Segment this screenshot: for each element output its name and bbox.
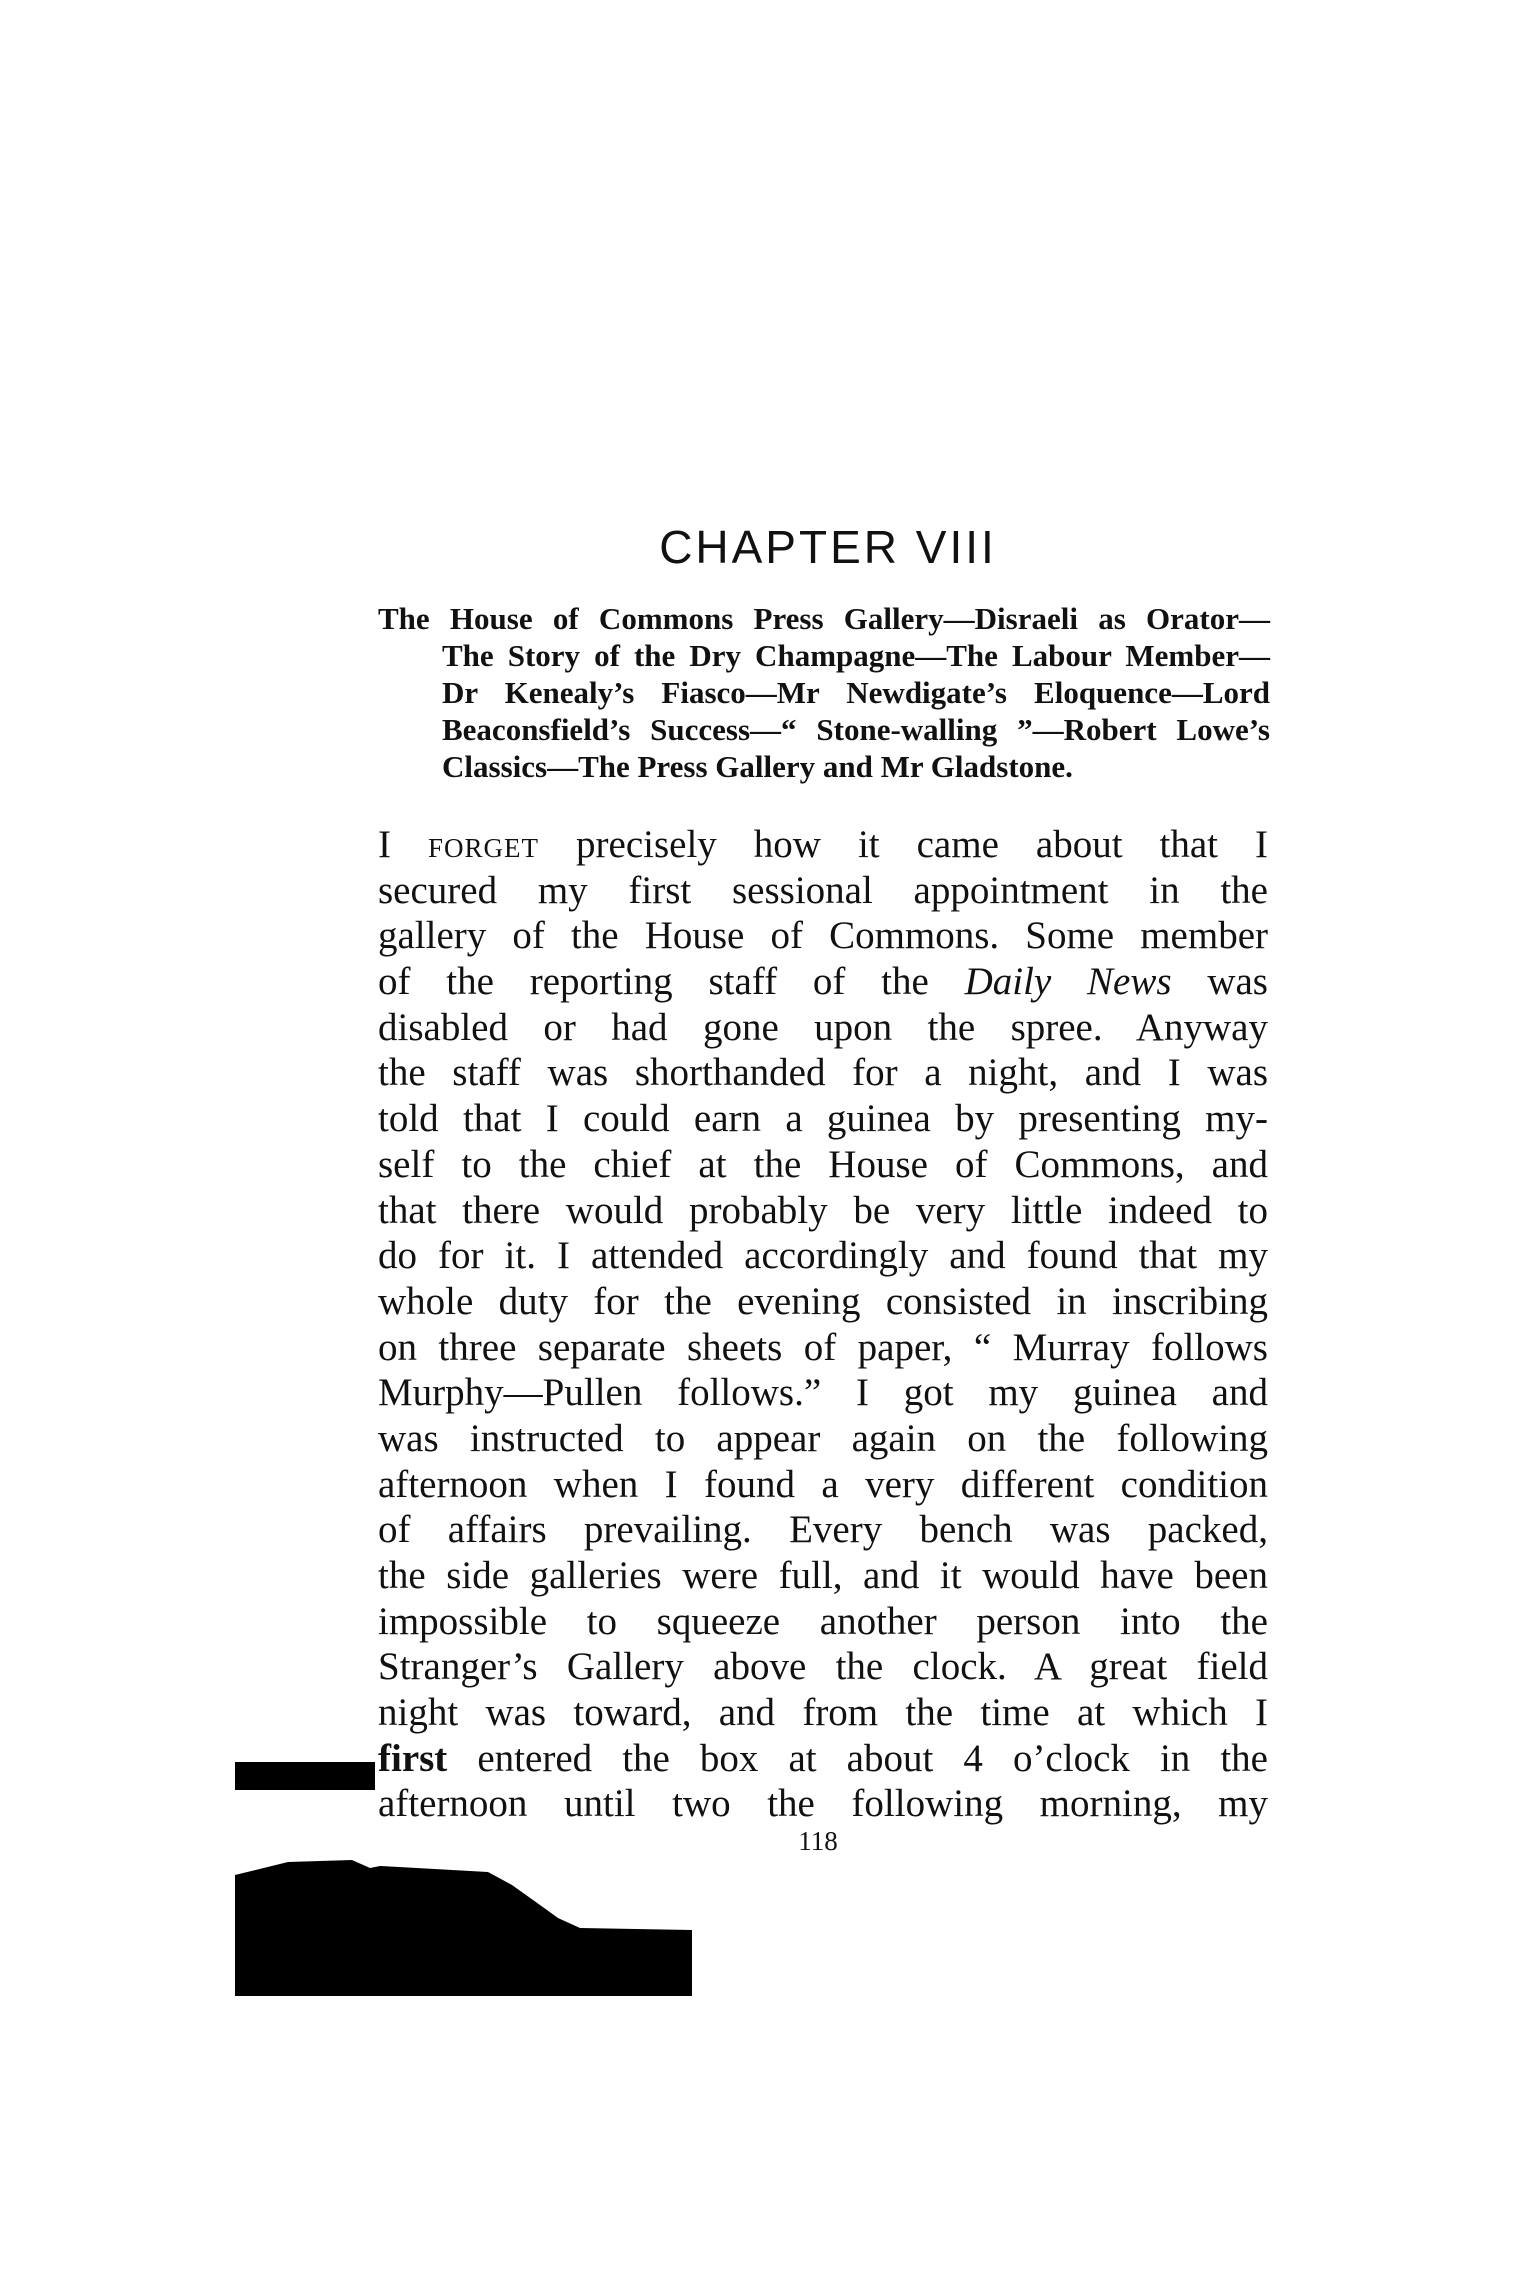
- body-line: was instructed to appear again on the following: [378, 1416, 1268, 1460]
- page-number: 118: [798, 1826, 838, 1856]
- body-text-span: first: [378, 1736, 448, 1780]
- body-line: impossible to squeeze another person into the: [378, 1599, 1268, 1643]
- body-line: Stranger’s Gallery above the clock. A great field: [378, 1645, 1268, 1689]
- scan-artifact-bar: [235, 1762, 375, 1790]
- chapter-title: CHAPTER VIII: [659, 521, 997, 573]
- body-line: of affairs prevailing. Every bench was packed,: [378, 1508, 1268, 1552]
- body-text-span: was: [1207, 960, 1268, 1004]
- body-line: on three separate sheets of paper, “ Murray follows: [378, 1325, 1268, 1369]
- summary-line: Beaconsfield’s Success—“ Stone-walling ”—Robert Lowe’s: [442, 712, 1270, 747]
- body-line: secured my first sessional appointment in the: [378, 868, 1268, 912]
- body-line: do for it. I attended accordingly and found that my: [378, 1234, 1268, 1278]
- body-line: afternoon until two the following morning, my: [378, 1782, 1268, 1826]
- body-line: gallery of the House of Commons. Some member: [378, 914, 1268, 958]
- opening-word: I: [378, 823, 391, 866]
- summary-line: The House of Commons Press Gallery—Disraeli as Orator—: [378, 601, 1270, 636]
- body-line: told that I could earn a guinea by presenting my-: [378, 1097, 1268, 1141]
- body-line: afternoon when I found a very different condition: [378, 1462, 1268, 1506]
- body-line: the staff was shorthanded for a night, and I was: [378, 1051, 1268, 1095]
- opening-smallcaps: forget: [428, 823, 540, 866]
- summary-line: Dr Kenealy’s Fiasco—Mr Newdigate’s Eloquence—Lord: [442, 675, 1270, 710]
- scan-artifact-mass: [235, 1860, 692, 1996]
- body-text-span: precisely how it came about that I: [576, 823, 1268, 866]
- body-line: night was toward, and from the time at which I: [378, 1691, 1268, 1735]
- body-line: disabled or had gone upon the spree. Anyway: [378, 1005, 1268, 1049]
- body-text-span: of the reporting staff of the: [378, 960, 929, 1004]
- body-line: whole duty for the evening consisted in inscribing: [378, 1279, 1268, 1323]
- scan-artifact-dot: [258, 1872, 270, 1875]
- body-line: that there would probably be very little indeed to: [378, 1188, 1268, 1232]
- newspaper-title: Daily News: [964, 960, 1172, 1004]
- summary-line: The Story of the Dry Champagne—The Labour Member—: [442, 638, 1270, 673]
- body-text-span: entered the box at about 4 o’clock in the: [477, 1736, 1268, 1780]
- body-line: self to the chief at the House of Commons, and: [378, 1142, 1268, 1186]
- summary-line: Classics—The Press Gallery and Mr Gladstone.: [442, 749, 1073, 784]
- body-line: the side galleries were full, and it would have been: [378, 1554, 1268, 1597]
- body-line: Murphy—Pullen follows.” I got my guinea and: [378, 1371, 1268, 1415]
